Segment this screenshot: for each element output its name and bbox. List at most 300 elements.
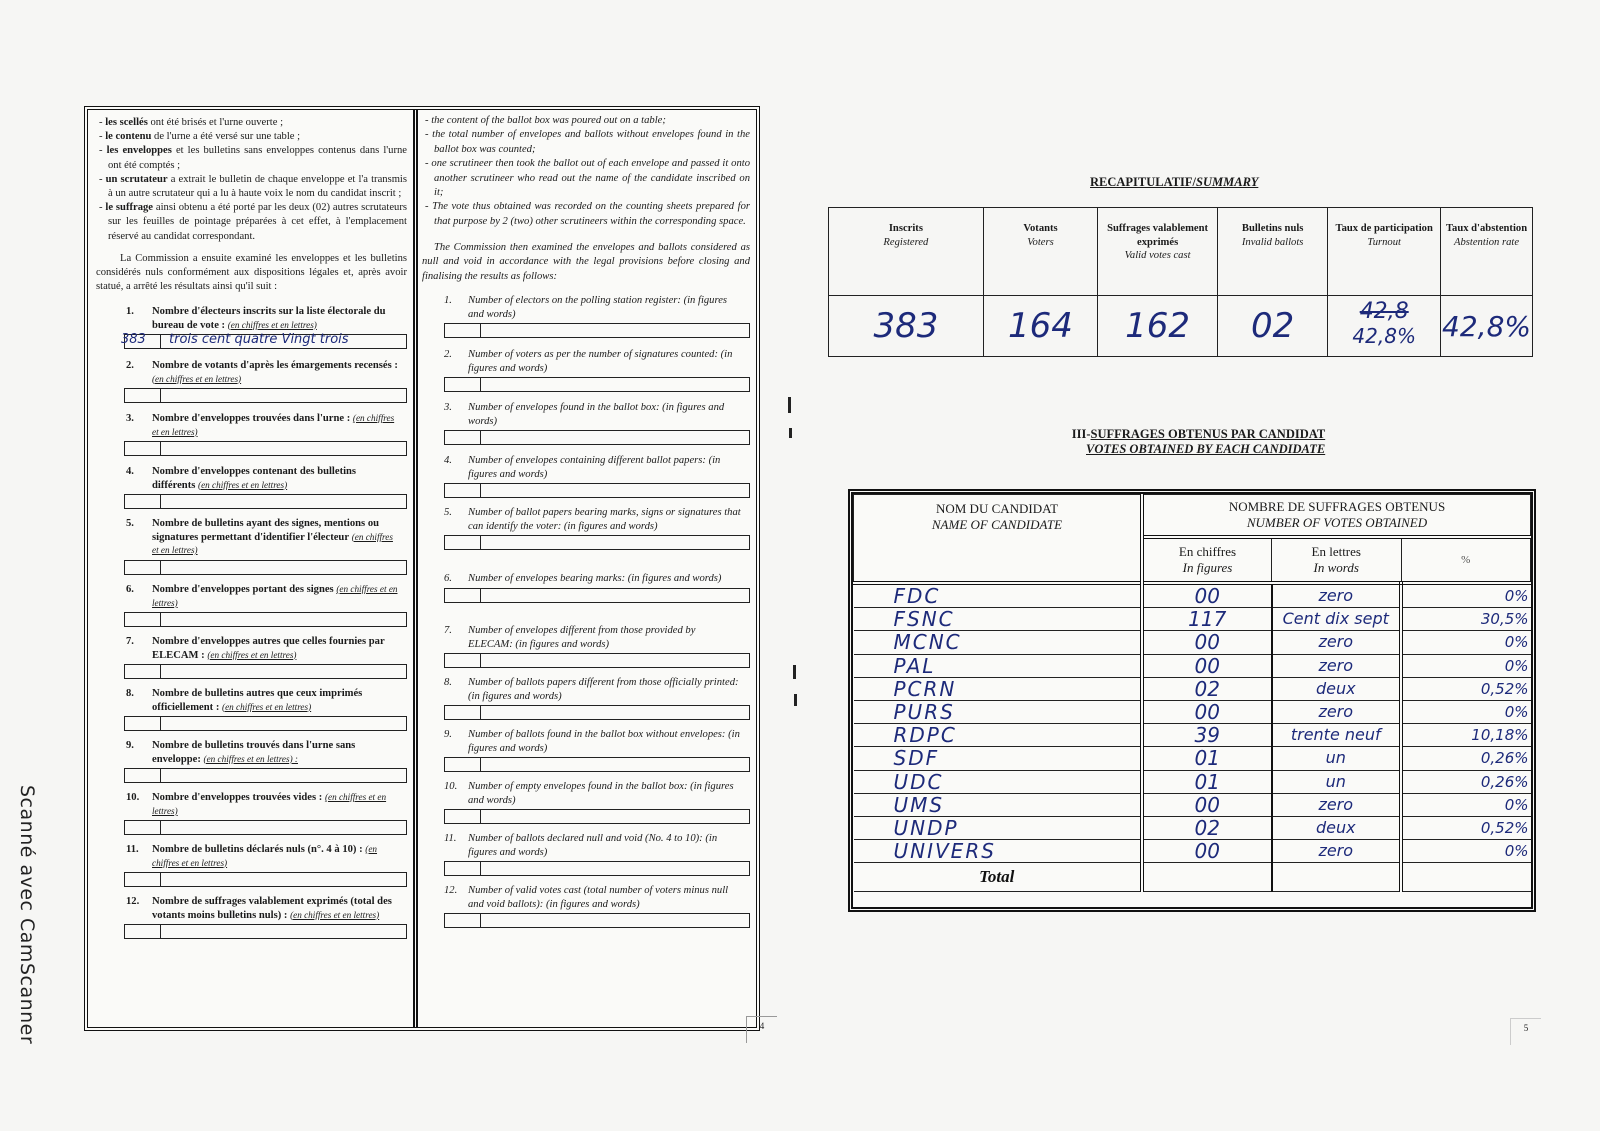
- en-item-label: [422, 676, 750, 703]
- words-box[interactable]: [481, 862, 749, 875]
- en-form-item: [422, 884, 750, 928]
- en-bullet-text: the content of the ballot box was poured out on a table;: [431, 115, 666, 126]
- fr-item-label: [96, 359, 407, 386]
- candidate-row: [854, 747, 1531, 770]
- figures-box[interactable]: [445, 378, 481, 391]
- fr-item-label: [96, 517, 407, 558]
- item-number: 12.: [126, 896, 140, 908]
- words-box[interactable]: [161, 495, 406, 508]
- en-bullet-text: the total number of envelopes and ballots without envelopes found in the ballot box was counted;: [432, 129, 750, 155]
- fr-item-label: [96, 843, 407, 870]
- candidate-name: MCNC: [854, 631, 1143, 654]
- votes-section-title: [1052, 427, 1325, 457]
- item-hint: (en chiffres et en lettres): [227, 319, 317, 330]
- candidate-votes-figures: 39: [1142, 724, 1272, 747]
- candidate-votes-words: deux: [1272, 816, 1402, 839]
- binding-mark: [793, 665, 796, 679]
- en-bullet: - one scrutineer then took the ballot out of each envelope and passed it onto another scrutineer who read out the name of the candidate inscribed on it;: [425, 158, 750, 199]
- candidate-votes-figures: 01: [1142, 770, 1272, 793]
- fr-bullet-text: de l'urne a été versé sur une table ;: [151, 131, 301, 143]
- en-answer-field[interactable]: [444, 588, 750, 603]
- item-number: 8.: [126, 688, 134, 700]
- en-item-label: [422, 294, 750, 321]
- figures-box[interactable]: [125, 769, 161, 782]
- candidate-votes-percent: 10,18%: [1401, 724, 1531, 747]
- summary-header-valid-votes: [1098, 208, 1218, 296]
- words-box[interactable]: [481, 378, 749, 391]
- english-column: [418, 110, 756, 1027]
- en-bullet: - The vote thus obtained was recorded on the counting sheets prepared for that purpose by 2 (two) other scrutineers within the corresponding space.: [425, 201, 750, 227]
- words-box[interactable]: [481, 536, 749, 549]
- fr-form-item: [96, 517, 407, 575]
- en-items-list: [422, 294, 750, 954]
- en-bullet: - the total number of envelopes and ballots without envelopes found in the ballot box was counted;: [425, 129, 750, 155]
- summary-header-voters: [983, 208, 1097, 296]
- item-hint: (en chiffres et en lettres): [198, 479, 288, 490]
- words-box[interactable]: [481, 589, 749, 602]
- en-form-item: [422, 676, 750, 720]
- candidate-votes-figures: 00: [1142, 700, 1272, 723]
- candidate-name: UNIVERS: [854, 840, 1143, 863]
- figures-box[interactable]: [125, 717, 161, 730]
- figures-box[interactable]: [445, 431, 481, 444]
- item-number: 2.: [444, 349, 452, 361]
- candidate-votes-words: zero: [1272, 654, 1402, 677]
- en-answer-field[interactable]: [444, 483, 750, 498]
- turnout-value-cell: [1328, 296, 1441, 357]
- fr-bullet-bold: le contenu: [105, 131, 152, 143]
- candidate-votes-words: zero: [1272, 700, 1402, 723]
- figures-box[interactable]: [445, 706, 481, 719]
- figures-box[interactable]: [445, 914, 481, 927]
- item-text: Number of envelopes containing different ballot papers: (in figures and words): [468, 455, 721, 480]
- words-box[interactable]: [481, 810, 749, 823]
- summary-table: [828, 207, 1533, 357]
- candidate-row: [854, 770, 1531, 793]
- total-figures: [1142, 863, 1272, 892]
- fr-answer-field[interactable]: [124, 872, 407, 887]
- header-fr: Taux d'abstention: [1445, 223, 1528, 234]
- figures-box[interactable]: [445, 862, 481, 875]
- words-box[interactable]: [161, 665, 406, 678]
- valid-votes-value: 162: [1098, 296, 1218, 357]
- en-item-label: [422, 728, 750, 755]
- en-form-item: [422, 454, 750, 498]
- candidate-votes-words: un: [1272, 747, 1402, 770]
- en-answer-field[interactable]: [444, 705, 750, 720]
- candidate-row: [854, 700, 1531, 723]
- item-question: Nombre d'enveloppes portant des signes: [152, 584, 334, 596]
- item-text: [152, 635, 399, 662]
- english-procedure-list: [422, 114, 750, 229]
- candidate-name: PAL: [854, 654, 1143, 677]
- total-label: Total: [854, 863, 1143, 892]
- words-box[interactable]: [481, 758, 749, 771]
- item-text: [152, 583, 399, 610]
- item-number: 9.: [444, 729, 452, 741]
- candidate-votes-percent: 0,26%: [1401, 747, 1531, 770]
- figures-box[interactable]: [445, 536, 481, 549]
- candidate-votes-figures: 00: [1142, 631, 1272, 654]
- en-intro-paragraph: The Commission then examined the envelopes and ballots considered as null and void in accordance with the legal provisions before closing and finalising the results as follows:: [422, 242, 750, 282]
- candidate-name: PURS: [854, 700, 1143, 723]
- item-text: [152, 305, 399, 332]
- item-question: Nombre d'enveloppes autres que celles fournies par ELECAM :: [152, 636, 385, 661]
- item-number: 3.: [126, 413, 134, 425]
- words-box[interactable]: [161, 613, 406, 626]
- summary-header-turnout: [1328, 208, 1441, 296]
- en-item-label: [422, 624, 750, 651]
- candidate-votes-words: trente neuf: [1272, 724, 1402, 747]
- figures-box[interactable]: [125, 389, 161, 402]
- item-hint: (en chiffres et en lettres): [152, 584, 398, 608]
- fr-item-label: [96, 895, 407, 922]
- item-text: [152, 843, 399, 870]
- french-column: [88, 110, 418, 1027]
- fr-item-label: [96, 635, 407, 662]
- binding-mark: [788, 397, 791, 413]
- figures-box[interactable]: [125, 925, 161, 938]
- item-text: [152, 517, 399, 558]
- en-item-label: [422, 884, 750, 911]
- fr-form-item: [96, 739, 407, 783]
- item-number: 7.: [126, 636, 134, 648]
- en-answer-field[interactable]: [444, 535, 750, 550]
- fr-item-label: [96, 412, 407, 439]
- fr-bullet-bold: un scrutateur: [105, 173, 168, 185]
- en-item-label: [422, 348, 750, 375]
- item-number: 1.: [444, 295, 452, 307]
- item-number: 5.: [444, 507, 452, 519]
- item-hint: (en chiffres et en lettres): [152, 792, 387, 816]
- camscanner-watermark: Scanné avec CamScanner: [16, 785, 38, 1045]
- figures-box[interactable]: [445, 758, 481, 771]
- figures-box[interactable]: [445, 810, 481, 823]
- header-en: Abstention rate: [1454, 236, 1520, 248]
- item-text: Number of envelopes found in the ballot box: (in figures and words): [468, 402, 725, 427]
- item-number: 3.: [444, 402, 452, 414]
- candidate-votes-words: deux: [1272, 677, 1402, 700]
- en-item-label: [422, 506, 750, 533]
- fr-items-list: [96, 305, 407, 965]
- summary-header-invalid-ballots: [1217, 208, 1327, 296]
- item-text: Number of empty envelopes found in the ballot box: (in figures and words): [468, 781, 734, 806]
- figures-box[interactable]: [125, 665, 161, 678]
- item-number: 2.: [126, 360, 134, 372]
- header-en: Turnout: [1367, 236, 1401, 248]
- words-box[interactable]: [481, 706, 749, 719]
- summary-title-fr: RECAPITULATIF/: [1090, 175, 1197, 189]
- item-question: Nombre de votants d'après les émargements recensés :: [152, 360, 398, 372]
- item-question: Nombre de bulletins trouvés dans l'urne sans enveloppe:: [152, 740, 356, 765]
- item-number: 5.: [126, 518, 134, 530]
- header-votes-obtained: [1142, 495, 1531, 538]
- candidate-votes-percent: 0,52%: [1401, 816, 1531, 839]
- header-en: Voters: [1027, 236, 1054, 248]
- candidate-votes-words: zero: [1272, 631, 1402, 654]
- fr-bullet-text: ainsi obtenu a été porté par les deux (02) autres scrutateurs sur les feuilles de pointage préparées à cet effet, à l'emplacement réservé au candidat correspondant.: [108, 202, 407, 242]
- item-number: 9.: [126, 740, 134, 752]
- words-box[interactable]: [481, 654, 749, 667]
- fr-bullet-text: ont été brisés et l'urne ouverte ;: [147, 117, 284, 128]
- words-box[interactable]: [481, 324, 749, 337]
- candidate-name: SDF: [854, 747, 1143, 770]
- summary-title: [1090, 175, 1258, 190]
- fr-bullet: - le suffrage ainsi obtenu a été porté par les deux (02) autres scrutateurs sur les feuilles de pointage préparées à cet effet, à l'emplacement réservé au candidat correspondant.: [99, 202, 407, 242]
- figures-box[interactable]: [125, 561, 161, 574]
- fr-item-label: [96, 687, 407, 714]
- fr-answer-field[interactable]: [124, 820, 407, 835]
- figures-box[interactable]: [125, 821, 161, 834]
- candidate-votes-percent: 0%: [1401, 654, 1531, 677]
- item-text: Number of electors on the polling station register: (in figures and words): [468, 295, 728, 320]
- summary-title-en: SUMMARY: [1196, 175, 1259, 189]
- header-figures-en: In figures: [1182, 560, 1233, 575]
- summary-values-row: [829, 296, 1533, 357]
- item-question: Nombre de bulletins autres que ceux imprimés officiellement :: [152, 688, 363, 713]
- en-answer-field[interactable]: [444, 653, 750, 668]
- fr-item-label: [96, 739, 407, 766]
- candidate-name: PCRN: [854, 677, 1143, 700]
- candidate-name: FSNC: [854, 608, 1143, 631]
- candidate-row: [854, 608, 1531, 631]
- fr-form-item: [96, 843, 407, 887]
- fr-form-item: [96, 895, 407, 939]
- votes-title-fr-line: [1052, 427, 1325, 442]
- figures-box[interactable]: [445, 324, 481, 337]
- candidate-votes-percent: 0,26%: [1401, 770, 1531, 793]
- votes-table-frame: [848, 489, 1536, 912]
- figures-box[interactable]: [125, 873, 161, 886]
- words-box[interactable]: [161, 389, 406, 402]
- fr-bullet: - les enveloppes et les bulletins sans enveloppes contenus dans l'urne ont été comptés ;: [99, 145, 407, 171]
- fr-answer-field[interactable]: [121, 332, 407, 349]
- fr-answer-field[interactable]: [124, 388, 407, 403]
- fr-bullet: - un scrutateur a extrait le bulletin de chaque enveloppe et l'a transmis à un autre scrutateur qui a lu à haute voix le nom du candidat inscrit ;: [99, 173, 407, 200]
- binding-mark: [794, 694, 797, 706]
- item-number: 6.: [126, 584, 134, 596]
- fr-form-item: [96, 412, 407, 456]
- header-group-fr: NOMBRE DE SUFFRAGES OBTENUS: [1228, 499, 1446, 514]
- item-text: Number of valid votes cast (total number of voters minus null and void ballots): (in figures and words): [468, 885, 729, 910]
- fr-answer-field[interactable]: [124, 612, 407, 627]
- words-box[interactable]: [481, 431, 749, 444]
- fr-answer-field[interactable]: [124, 768, 407, 783]
- item-number: 11.: [444, 833, 457, 845]
- fr-answer-field[interactable]: [124, 494, 407, 509]
- candidate-row: [854, 677, 1531, 700]
- item-text: Number of envelopes bearing marks: (in figures and words): [468, 573, 722, 585]
- item-number: 7.: [444, 625, 452, 637]
- en-form-item: [422, 832, 750, 876]
- votes-body: [854, 583, 1531, 892]
- item-text: Number of voters as per the number of signatures counted: (in figures and words): [468, 349, 733, 374]
- header-fr: Taux de participation: [1335, 223, 1433, 234]
- en-answer-field[interactable]: [444, 757, 750, 772]
- fr-intro-paragraph: La Commission a ensuite examiné les enveloppes et les bulletins considérés nuls conformément aux dispositions légales et, après avoir statué, a arrêté les résultats ainsi qu'il suit :: [96, 252, 407, 293]
- figures-box[interactable]: [445, 589, 481, 602]
- en-form-item: [422, 506, 750, 550]
- header-fr: Votants: [1023, 223, 1058, 234]
- item-hint: (en chiffres et en lettres): [152, 844, 378, 868]
- candidate-name: UMS: [854, 793, 1143, 816]
- candidate-votes-figures: 01: [1142, 747, 1272, 770]
- en-answer-field[interactable]: [444, 913, 750, 928]
- words-box[interactable]: [161, 717, 406, 730]
- fr-bullet-text: a extrait le bulletin de chaque enveloppe et l'a transmis à un autre scrutateur qui a lu à haute voix le nom du candidat inscrit ;: [108, 173, 407, 200]
- candidate-votes-percent: 0%: [1401, 631, 1531, 654]
- fr-item-label: [96, 791, 407, 818]
- candidate-row: [854, 724, 1531, 747]
- item-text: [152, 359, 399, 386]
- en-form-item: [422, 780, 750, 824]
- item-hint: (en chiffres et en lettres) :: [203, 753, 298, 764]
- candidate-votes-words: zero: [1272, 793, 1402, 816]
- en-answer-field[interactable]: [444, 323, 750, 338]
- figures-box[interactable]: [125, 495, 161, 508]
- figures-box[interactable]: [125, 442, 161, 455]
- fr-answer-field[interactable]: [124, 664, 407, 679]
- figures-box[interactable]: [125, 613, 161, 626]
- en-answer-field[interactable]: [444, 377, 750, 392]
- summary-header-registered: [829, 208, 984, 296]
- en-form-item: [422, 624, 750, 668]
- candidate-votes-percent: 0,52%: [1401, 677, 1531, 700]
- item-text: Number of ballots papers different from those officially printed: (in figures and words): [468, 677, 739, 702]
- en-form-item: [422, 401, 750, 445]
- invalid-ballots-value: 02: [1217, 296, 1327, 357]
- candidate-votes-percent: 0%: [1401, 700, 1531, 723]
- fr-item-label: [96, 465, 407, 492]
- item-text: [152, 412, 399, 439]
- candidate-row: [854, 631, 1531, 654]
- candidate-row: [854, 816, 1531, 839]
- en-answer-field[interactable]: [444, 430, 750, 445]
- item-number: 8.: [444, 677, 452, 689]
- words-box[interactable]: [161, 873, 406, 886]
- item-hint: (en chiffres et en lettres): [222, 701, 312, 712]
- en-item-label: [422, 454, 750, 481]
- figures-box[interactable]: [445, 654, 481, 667]
- page-number-left: 4: [746, 1016, 777, 1043]
- left-page-form: [84, 106, 760, 1031]
- words-box[interactable]: [161, 442, 406, 455]
- votes-header-row: [854, 495, 1531, 538]
- votes-title-fr: SUFFRAGES OBTENUS PAR CANDIDAT: [1090, 427, 1326, 441]
- item-number: 4.: [444, 455, 452, 467]
- header-in-words: [1272, 537, 1402, 583]
- fr-item-label: [96, 305, 407, 332]
- item-question: Nombre d'enveloppes trouvées vides :: [152, 792, 323, 804]
- item-hint: (en chiffres et en lettres): [207, 649, 297, 660]
- item-question: Nombre de bulletins ayant des signes, mentions ou signatures permettant d'identifier l'électeur: [152, 518, 380, 543]
- item-number: 11.: [126, 844, 139, 856]
- item-text: Number of ballots found in the ballot box without envelopes: (in figures and words): [468, 729, 740, 754]
- candidate-votes-figures: 02: [1142, 677, 1272, 700]
- candidate-row: [854, 583, 1531, 608]
- fr-form-item: [96, 583, 407, 627]
- candidate-votes-percent: 30,5%: [1401, 608, 1531, 631]
- header-name-en: NAME OF CANDIDATE: [931, 517, 1063, 532]
- item-text: Number of ballots declared null and void (No. 4 to 10): (in figures and words): [468, 833, 718, 858]
- en-item-label: [422, 572, 750, 586]
- item-question: Nombre d'électeurs inscrits sur la liste électorale du bureau de vote :: [152, 306, 386, 331]
- page-number-right: 5: [1510, 1018, 1541, 1045]
- fr-answer-field[interactable]: [124, 560, 407, 575]
- fr-answer-field[interactable]: [124, 924, 407, 939]
- item-text: [152, 739, 399, 766]
- en-form-item: [422, 572, 750, 603]
- header-candidate-name: [854, 495, 1143, 584]
- figures-box[interactable]: [445, 484, 481, 497]
- candidate-name: UNDP: [854, 816, 1143, 839]
- candidate-row: [854, 654, 1531, 677]
- en-item-label: [422, 780, 750, 807]
- header-fr: Bulletins nuls: [1241, 223, 1304, 234]
- words-box[interactable]: [161, 561, 406, 574]
- words-box[interactable]: [161, 925, 406, 938]
- total-words: [1272, 863, 1402, 892]
- fr-answer-field[interactable]: [124, 441, 407, 456]
- words-box[interactable]: [161, 821, 406, 834]
- candidate-votes-figures: 00: [1142, 840, 1272, 863]
- header-en: Invalid ballots: [1241, 236, 1304, 248]
- candidate-votes-figures: 00: [1142, 583, 1272, 608]
- fr-bullet: - les scellés ont été brisés et l'urne ouverte ;: [99, 117, 284, 128]
- fr-form-item: [96, 687, 407, 731]
- total-row: [854, 863, 1531, 892]
- header-percent: %: [1401, 537, 1531, 583]
- candidate-row: [854, 840, 1531, 863]
- en-bullet-text: The vote thus obtained was recorded on the counting sheets prepared for that purpose by 2 (two) other scrutineers within the corresponding space.: [432, 201, 750, 227]
- summary-header-abstention: [1441, 208, 1533, 296]
- candidate-votes-figures: 02: [1142, 816, 1272, 839]
- votes-table: [853, 494, 1531, 892]
- french-procedure-list: [96, 116, 407, 244]
- words-box[interactable]: [481, 484, 749, 497]
- candidate-row: [854, 793, 1531, 816]
- item-question: Nombre d'enveloppes trouvées dans l'urne :: [152, 413, 351, 425]
- total-percent: [1401, 863, 1531, 892]
- fr-answer-field[interactable]: [124, 716, 407, 731]
- item-number: 4.: [126, 466, 134, 478]
- candidate-name: RDPC: [854, 724, 1143, 747]
- fr-form-item: [96, 465, 407, 509]
- header-fr: Inscrits: [888, 223, 923, 234]
- item-number: 12.: [444, 885, 458, 897]
- item-hint: (en chiffres et en lettres): [152, 531, 393, 556]
- candidate-votes-percent: 0%: [1401, 583, 1531, 608]
- votes-title-prefix: III-: [1071, 427, 1091, 441]
- en-answer-field[interactable]: [444, 809, 750, 824]
- item-hint: (en chiffres et en lettres): [152, 373, 242, 384]
- voters-value: 164: [983, 296, 1097, 357]
- turnout-value: 42,8%: [1352, 323, 1416, 348]
- words-box[interactable]: [481, 914, 749, 927]
- fr-bullet: - le contenu de l'urne a été versé sur une table ;: [99, 131, 301, 143]
- item-text: Number of envelopes different from those provided by ELECAM: (in figures and words): [468, 625, 696, 650]
- en-form-item: [422, 348, 750, 392]
- en-item-label: [422, 401, 750, 428]
- header-name-fr: NOM DU CANDIDAT: [935, 501, 1059, 516]
- item-text: Number of ballot papers bearing marks, signs or signatures that can identify the voter: (in figures and words): [468, 507, 741, 532]
- candidate-votes-figures: 00: [1142, 793, 1272, 816]
- header-words-en: In words: [1313, 560, 1359, 575]
- en-answer-field[interactable]: [444, 861, 750, 876]
- words-box[interactable]: [161, 769, 406, 782]
- binding-mark: [789, 428, 792, 438]
- registered-value: 383: [829, 296, 984, 357]
